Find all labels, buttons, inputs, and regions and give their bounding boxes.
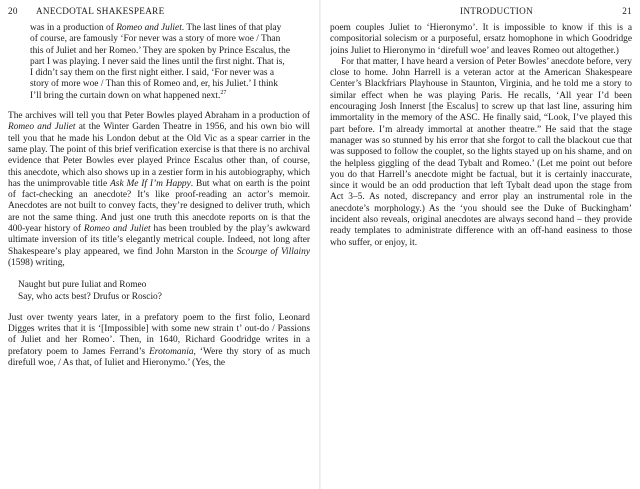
text-run: was in a production of (30, 23, 117, 33)
left-page-text (8, 23, 310, 369)
italic-title: Scourge of Villainy (236, 246, 310, 257)
block-quote (8, 23, 310, 102)
text-run: For that matter, I have heard a version of Peter Bowles’ anecdote before, very close to home. John Harrell is a veteran actor at the American Shakespeare Center’s Blackfriars Playhouse in Staunton, Virginia, and he told me a story to similar effect when he was playing Paris. He recalls, ‘All year I’d been encouraging Josh Innerst [the Escalus] to screw up that last line, assuring him immortality in the memory of the ASC. He finally said, “Look, I’ve played this part before. I’m already immortal at another theatre.” He said that the stage manager was so stunned by his error that she forgot to call the blackout cue that was supposed to follow the couplet, so the lights stayed up on his shame, and on the helpless giggling of the dead Tybalt and Romeo.’ (Let me point out before you do that Harrell’s anecdote might be factual, but it is certainly inaccurate, since it would be an odd production that left Tybalt dead upon the stage from Act 3–5. As noted, discrepancy and error play an instrumental role in the anecdote’s morphology.) As the ‘you should see the Duke of Buckingham’ incident also reveals, original anecdotes are always second hand – they provide ready templates to administrate difference with an off-hand easiness to those who suffer, or enjoy, it. (330, 56, 632, 248)
right-page-header (330, 6, 632, 20)
body-paragraph (8, 313, 310, 369)
right-running-head: INTRODUCTION (460, 6, 534, 16)
text-run: . But what on earth is the point of fact-checking an anecdote? It’s like proof-reading an actor’s memoir. Anecdotes are not built to convey facts, they’re designed to deliver truth, which are not the same thing. And just one truth this anecdote reports on is that the 400-year history of (8, 178, 310, 235)
left-running-head: ANECDOTAL SHAKESPEARE (36, 6, 165, 16)
left-page-header (8, 6, 310, 20)
verse-line: Naught but pure Iuliat and Romeo (18, 280, 147, 291)
text-run: (1598) writing, (8, 257, 65, 268)
italic-title: Erotomania (149, 346, 194, 357)
right-page-text (330, 23, 632, 249)
footnote-marker: 27 (220, 89, 227, 96)
left-page (8, 0, 310, 489)
verse-quotation (18, 280, 310, 303)
italic-title: Romeo and Juliet (116, 23, 182, 33)
italic-title: Romeo and Juliet (83, 224, 151, 235)
body-paragraph (8, 111, 310, 269)
right-page-number: 21 (622, 6, 632, 16)
text-run: The archives will tell you that Peter Bowles played Abraham in a production of (8, 111, 310, 122)
italic-title: Romeo and Juliet (8, 122, 76, 133)
body-paragraph (330, 23, 632, 57)
text-run: at the Winter Garden Theatre in 1956, and his own bio will tell you that he made his London debut at the Old Vic as a spear carrier in the same play. The point of this brief verification exercise is that there is no archival evidence that Peter Bowles ever played Prince Escalus other than, of course, this anecdote, which also shows up in a zestier form in his autobiography, which has the unimprovable title (8, 122, 310, 189)
verse-line: Say, who acts best? Drufus or Roscio? (18, 291, 162, 302)
left-page-number: 20 (8, 6, 18, 16)
text-run: Just over twenty years later, in a prefatory poem to the first folio, Leonard Digges writes that it is ‘[Impossible] with some new strain t’ out-do / Passions of Juliet and her Romeo’. Then, in 1640, Richard Goodridge writes in a prefatory poem to James Ferrand’s (8, 312, 310, 357)
body-paragraph (330, 57, 632, 249)
text-run: . The last lines of that play of course, are famously ‘For never was a story of more woe / Than this of Juliet and her Romeo.’ They are spoken by Prince Escalus, the part I was playing. I never said the lines until the first night. That is, I didn’t say them on the first night either. I said, ‘For never was a story of more woe / Than this of Romeo and, er, his Juliet.’ I think I’ll bring the curtain down on what happened next. (30, 23, 291, 101)
book-gutter (319, 0, 321, 489)
text-run: , ‘Were thy story of as much direfull woe, / As that, of Iuliet and Hieronymo.’ (Yes, the (8, 346, 310, 369)
italic-title: Ask Me If I’m Happy (110, 178, 191, 189)
right-page (330, 0, 632, 489)
text-run: poem couples Juliet to ‘Hieronymo’. It is impossible to know if this is a compositorial solecism or a purposeful, ersatz homophone in which Goodridge joins Juliet to Hieronymo in ‘direfull woe’ and leaves Romeo out altogether.) (330, 23, 632, 56)
text-run: has been troubled by the play’s awkward ultimate inversion of its title’s elegantly metrical couple. Indeed, not long after Shakespeare’s play appeared, we find John Marston in the (8, 224, 310, 257)
